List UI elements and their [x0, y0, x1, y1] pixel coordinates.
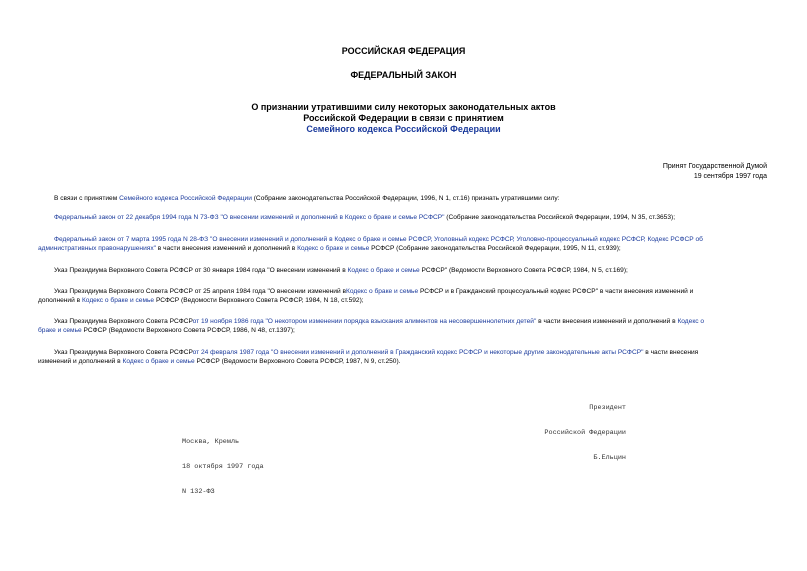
signature-country: Российской Федерации [544, 429, 626, 438]
family-code-title-link[interactable]: Семейного кодекса Российской Федерации [306, 124, 501, 134]
item-5 [38, 317, 771, 336]
item-2-text-post: РСФСР (Собрание законодательства Российской Федерации, 1995, N 11, ст.939); [369, 245, 621, 253]
marriage-code-link-cont[interactable]: браке и семье [38, 327, 82, 335]
law-28-fz-link-cont[interactable]: административных правонарушениях" [38, 245, 156, 253]
accepted-line-1: Принят Государственной Думой [662, 163, 767, 170]
signature-title: Президент [589, 404, 626, 413]
item-4-text-mid: РСФСР и в Гражданский процессуальный кодекс РСФСР" в части внесения изменений и [418, 288, 694, 295]
item-6-text-mid: в части внесения [643, 349, 699, 356]
marriage-code-link[interactable]: Кодекс о браке и семье [122, 358, 195, 366]
item-5-text-mid: в части внесения изменений и дополнений в [536, 318, 678, 325]
law-28-fz-link[interactable]: Федеральный закон от 7 марта 1995 года N 28-ФЗ "О внесении изменений и дополнений в Кодекс о браке и семье РСФСР, Уголовный кодекс РСФСР, Уголовно-процессуальный кодекс РСФСР, Кодекс РСФСР об [54, 236, 703, 243]
country-heading: РОССИЙСКАЯ ФЕДЕРАЦИЯ [341, 46, 466, 56]
item-4-text-pre: Указ Президиума Верховного Совета РСФСР от 25 апреля 1984 года "О внесении изменений в [54, 288, 346, 295]
title-line-2: Российской Федерации в связи с принятием [303, 113, 504, 123]
item-6-text-l2pre: изменений и дополнений в [38, 358, 123, 366]
item-6-text-pre: Указ Президиума Верховного Совета РСФСР [54, 349, 193, 356]
item-4-text-l2pre: дополнений в [38, 297, 82, 305]
item-5-text-l2post: РСФСР (Ведомости Верховного Совета РСФСР, 1986, N 48, ст.1397); [81, 327, 295, 335]
intro-text-pre: В связи с принятием [54, 195, 120, 202]
item-6 [38, 348, 771, 367]
signature-name: Б.Ельцин [593, 453, 626, 462]
law-title [0, 102, 807, 135]
signature-block [541, 388, 626, 478]
item-3-text-pre: Указ Президиума Верховного Совета РСФСР от 30 января 1984 года "О внесении изменений в [54, 267, 348, 274]
item-6-text-l2post: РСФСР (Ведомости Верховного Совета РСФСР, 1987, N 9, ст.250). [194, 358, 401, 366]
law-type-heading: ФЕДЕРАЛЬНЫЙ ЗАКОН [350, 70, 457, 80]
marriage-code-link[interactable]: Кодекс о браке и семье [81, 297, 155, 305]
item-2 [38, 235, 771, 254]
accepted-date: 19 сентября 1997 года [693, 173, 767, 180]
item-1 [38, 213, 771, 222]
civil-code-decree-link[interactable]: от 24 февраля 1987 года "О внесении изменений и дополнений в Гражданский кодекс РСФСР и некоторые другие законодательные акты РСФСР" [192, 349, 644, 356]
item-3-text-post: РСФСР" (Ведомости Верховного Совета РСФСР, 1984, N 5, ст.169); [419, 267, 628, 274]
item-5-text-pre: Указ Президиума Верховного Совета РСФСР [54, 318, 193, 325]
marriage-code-link[interactable]: Кодекс о [677, 318, 705, 325]
intro-text-post: (Собрание законодательства Российской Федерации, 1996, N 1, ст.16) признать утратившими силу: [251, 195, 560, 202]
family-code-link[interactable]: Семейного кодекса Российской Федерации [119, 195, 252, 202]
marriage-code-link[interactable]: Кодекс о браке и семье [346, 288, 419, 295]
item-2-text: в части внесения изменений и дополнений в [155, 245, 298, 253]
accepted-note [663, 162, 767, 182]
marriage-code-link[interactable]: Кодекс о браке и семье [297, 245, 370, 253]
place: Москва, Кремль [182, 438, 240, 447]
item-4 [38, 287, 771, 306]
alimony-decree-link[interactable]: от 19 ноября 1986 года "О некотором изменении порядка взыскания алиментов на несовершеннолетних детей" [192, 318, 537, 325]
signing-date: 18 октября 1997 года [182, 463, 264, 472]
intro-paragraph [38, 194, 771, 203]
title-line-1: О признании утратившими силу некоторых законодательных актов [251, 102, 556, 112]
law-number: N 132-ФЗ [182, 487, 215, 496]
item-1-text: (Собрание законодательства Российской Федерации, 1994, N 35, ст.3653); [444, 214, 676, 221]
place-date-block [182, 422, 264, 512]
item-4-text-l2post: РСФСР (Ведомости Верховного Совета РСФСР, 1984, N 18, ст.592); [154, 297, 364, 305]
law-73-fz-link[interactable]: Федеральный закон от 22 декабря 1994 года N 73-ФЗ "О внесении изменений и дополнений в Кодекс о браке и семье РСФСР" [54, 214, 445, 221]
item-3 [38, 266, 771, 275]
marriage-code-link[interactable]: Кодекс о браке и семье [347, 267, 420, 274]
